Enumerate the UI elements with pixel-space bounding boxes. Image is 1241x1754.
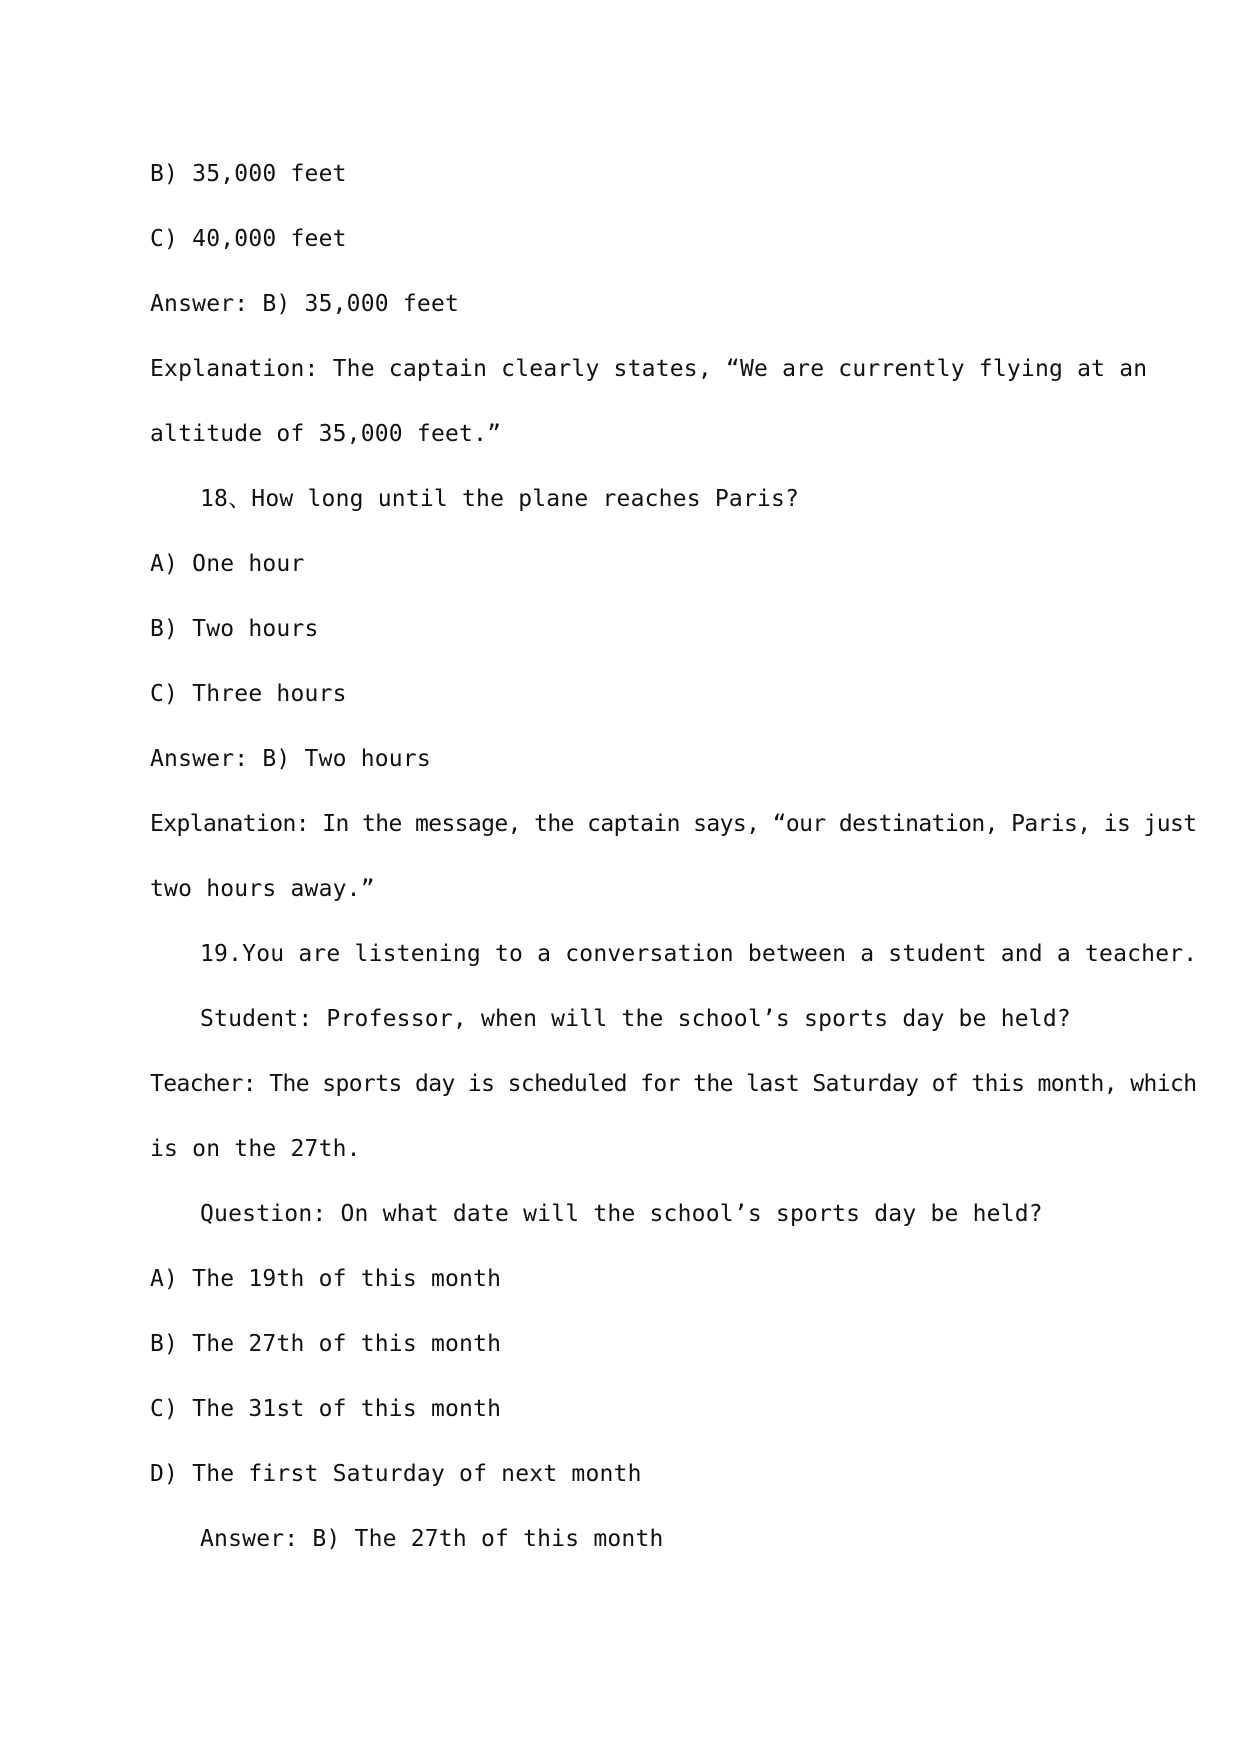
document-body xyxy=(150,142,1198,1572)
question-19-intro: 19.You are listening to a conversation between a student and a teacher. xyxy=(200,941,1198,967)
option-b-q19: B) The 27th of this month xyxy=(150,1331,502,1357)
option-d-q19: D) The first Saturday of next month xyxy=(150,1461,642,1487)
question-19: Question: On what date will the school’s sports day be held? xyxy=(200,1201,1043,1227)
dialogue-teacher-line1: Teacher: The sports day is scheduled for the last Saturday of this month, which xyxy=(150,1071,1197,1097)
option-c-q17: C) 40,000 feet xyxy=(150,226,347,252)
answer-q19: Answer: B) The 27th of this month xyxy=(200,1526,664,1552)
answer-q18: Answer: B) Two hours xyxy=(150,746,431,772)
question-18: 18、How long until the plane reaches Paris? xyxy=(200,486,800,512)
explanation-q17-line1: Explanation: The captain clearly states, “We are currently flying at an xyxy=(150,356,1148,382)
option-a-q18: A) One hour xyxy=(150,551,305,577)
option-b-q18: B) Two hours xyxy=(150,616,319,642)
dialogue-teacher-line2: is on the 27th. xyxy=(150,1136,361,1162)
explanation-q17-line2: altitude of 35,000 feet.” xyxy=(150,421,502,447)
option-b-q17: B) 35,000 feet xyxy=(150,161,347,187)
option-a-q19: A) The 19th of this month xyxy=(150,1266,502,1292)
option-c-q18: C) Three hours xyxy=(150,681,347,707)
option-c-q19: C) The 31st of this month xyxy=(150,1396,502,1422)
answer-q17: Answer: B) 35,000 feet xyxy=(150,291,460,317)
explanation-q18-line1: Explanation: In the message, the captain says, “our destination, Paris, is just xyxy=(150,811,1197,837)
dialogue-student: Student: Professor, when will the school’s sports day be held? xyxy=(200,1006,1071,1032)
explanation-q18-line2: two hours away.” xyxy=(150,876,375,902)
